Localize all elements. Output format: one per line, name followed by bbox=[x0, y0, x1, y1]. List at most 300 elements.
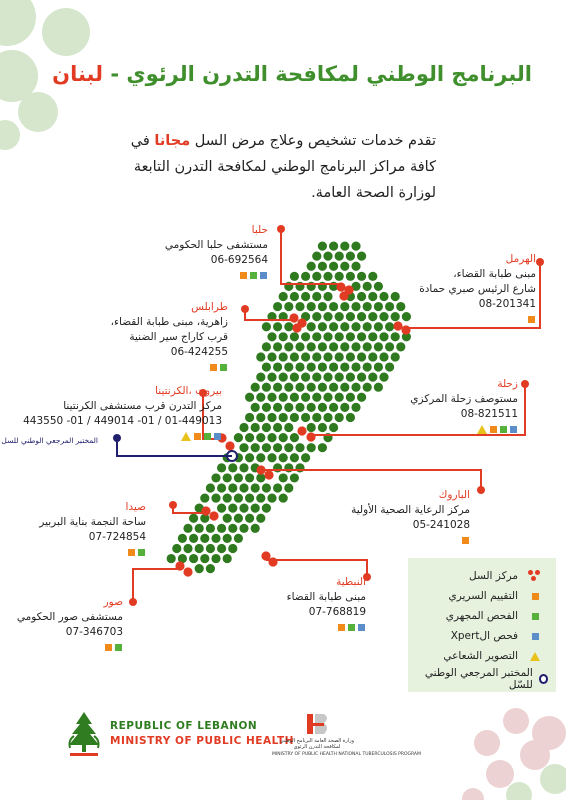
center-phone: 08-821511 bbox=[460, 408, 518, 420]
map-dot bbox=[307, 302, 316, 311]
legend-label: فحص الXpert bbox=[450, 630, 518, 642]
map-dot bbox=[335, 272, 344, 281]
tb-center-dots-icon bbox=[524, 570, 546, 582]
map-dot bbox=[290, 433, 299, 442]
map-dot bbox=[267, 453, 276, 462]
intro-free: مجانا bbox=[154, 133, 191, 149]
center-phone: 08-201341 bbox=[478, 298, 536, 310]
map-dot bbox=[301, 373, 310, 382]
map-dot bbox=[189, 554, 198, 563]
intro-part1: تقدم خدمات تشخيص وعلاج مرض السل bbox=[194, 133, 436, 149]
map-dot bbox=[217, 544, 226, 553]
map-dot bbox=[323, 252, 332, 261]
map-dot bbox=[223, 554, 232, 563]
map-dot bbox=[239, 443, 248, 452]
center-nabatieh bbox=[287, 575, 366, 635]
map-dot bbox=[346, 252, 355, 261]
map-dot bbox=[245, 514, 254, 523]
map-dot bbox=[273, 322, 282, 331]
map-dot bbox=[195, 524, 204, 533]
map-dot bbox=[357, 373, 366, 382]
map-dot bbox=[363, 322, 372, 331]
map-dot bbox=[301, 332, 310, 341]
map-dot bbox=[363, 302, 372, 311]
map-dot bbox=[335, 393, 344, 402]
map-dot bbox=[245, 453, 254, 462]
map-dot bbox=[284, 423, 293, 432]
map-dot bbox=[340, 241, 349, 250]
map-dot bbox=[295, 362, 304, 371]
center-name: حلبا bbox=[251, 224, 268, 236]
map-dot bbox=[284, 383, 293, 392]
map-dot bbox=[318, 241, 327, 250]
map-dot bbox=[234, 514, 243, 523]
map-dot bbox=[228, 544, 237, 553]
map-dot bbox=[200, 554, 209, 563]
map-dot bbox=[279, 433, 288, 442]
map-dot bbox=[363, 383, 372, 392]
map-dot bbox=[391, 332, 400, 341]
tb-center-dot bbox=[225, 441, 234, 450]
map-dot bbox=[379, 373, 388, 382]
map-dot bbox=[312, 352, 321, 361]
map-dot bbox=[239, 524, 248, 533]
map-dot bbox=[357, 352, 366, 361]
map-dot bbox=[267, 352, 276, 361]
center-address: مستشفى صور الحكومي bbox=[16, 611, 123, 623]
map-dot bbox=[290, 393, 299, 402]
map-dot bbox=[391, 352, 400, 361]
map-dot bbox=[318, 362, 327, 371]
map-dot bbox=[251, 403, 260, 412]
map-dot bbox=[402, 312, 411, 321]
map-dot bbox=[385, 322, 394, 331]
tb-center-dot bbox=[401, 325, 410, 334]
map-dot bbox=[217, 463, 226, 472]
map-dot bbox=[312, 252, 321, 261]
clinical-icon bbox=[128, 549, 135, 556]
map-dot bbox=[323, 352, 332, 361]
legend-item-xpert bbox=[416, 626, 546, 646]
map-dot bbox=[245, 393, 254, 402]
legend-label: الفحص المجهري bbox=[445, 610, 518, 622]
map-dot bbox=[301, 272, 310, 281]
map-dot bbox=[329, 262, 338, 271]
map-dot bbox=[351, 383, 360, 392]
map-dot bbox=[223, 514, 232, 523]
tb-center-dot bbox=[393, 321, 402, 330]
map-dot bbox=[351, 342, 360, 351]
map-dot bbox=[223, 493, 232, 502]
map-dot bbox=[273, 362, 282, 371]
map-dot bbox=[340, 322, 349, 331]
map-dot bbox=[206, 483, 215, 492]
map-dot bbox=[262, 322, 271, 331]
map-dot bbox=[301, 393, 310, 402]
center-name: بيروت ،الكرنتينا bbox=[155, 385, 222, 397]
map-dot bbox=[189, 514, 198, 523]
reference-lab-label bbox=[1, 433, 98, 448]
map-dot bbox=[357, 292, 366, 301]
center-address: مركز التدرن قرب مستشفى الكرنتينا bbox=[63, 400, 222, 412]
map-dot bbox=[335, 373, 344, 382]
xray-icon bbox=[181, 432, 191, 441]
map-dot bbox=[262, 383, 271, 392]
center-phone: 06-424255 bbox=[170, 346, 228, 358]
map-dot bbox=[351, 362, 360, 371]
legend-item-xray bbox=[416, 646, 546, 666]
map-dot bbox=[245, 433, 254, 442]
map-dot bbox=[295, 302, 304, 311]
center-address: مبنى طبابة القضاء bbox=[286, 591, 366, 603]
map-dot bbox=[368, 352, 377, 361]
center-hermel bbox=[419, 252, 536, 327]
map-dot bbox=[234, 433, 243, 442]
map-dot bbox=[206, 544, 215, 553]
lab-name: المختبر المرجعي الوطني للسل bbox=[1, 436, 98, 445]
map-dot bbox=[295, 383, 304, 392]
microscopy-icon bbox=[115, 644, 122, 651]
map-dot bbox=[256, 352, 265, 361]
map-dot bbox=[279, 493, 288, 502]
map-dot bbox=[223, 534, 232, 543]
map-dot bbox=[279, 393, 288, 402]
map-dot bbox=[267, 433, 276, 442]
map-dot bbox=[301, 292, 310, 301]
map-dot bbox=[262, 504, 271, 513]
leader-endpoint bbox=[129, 598, 137, 606]
map-dot bbox=[295, 403, 304, 412]
map-dot bbox=[279, 292, 288, 301]
leader-line bbox=[133, 569, 180, 602]
legend-item-tb-center bbox=[416, 566, 546, 586]
center-phone: 05-241028 bbox=[412, 519, 470, 531]
map-dot bbox=[346, 393, 355, 402]
clinical-icon bbox=[490, 426, 497, 433]
center-phone: 07-768819 bbox=[308, 606, 366, 618]
microscopy-icon bbox=[138, 549, 145, 556]
services-icons bbox=[111, 360, 228, 375]
legend-label: المختبر المرجعي الوطني للسّل bbox=[424, 667, 533, 691]
microscopy-icon bbox=[250, 272, 257, 279]
map-dot bbox=[312, 312, 321, 321]
services-icons bbox=[410, 422, 518, 437]
legend-label: التصوير الشعاعي bbox=[443, 650, 518, 662]
map-dot bbox=[307, 342, 316, 351]
map-dot bbox=[290, 473, 299, 482]
map-dot bbox=[363, 362, 372, 371]
xpert-icon bbox=[358, 624, 365, 631]
map-dot bbox=[346, 332, 355, 341]
title-country: لبنان bbox=[52, 62, 104, 86]
map-dot bbox=[357, 332, 366, 341]
map-dot bbox=[374, 282, 383, 291]
map-dot bbox=[284, 403, 293, 412]
map-dot bbox=[295, 463, 304, 472]
map-dot bbox=[374, 302, 383, 311]
map-dot bbox=[262, 362, 271, 371]
ntp-logo bbox=[272, 710, 421, 760]
map-dot bbox=[195, 564, 204, 573]
map-dot bbox=[385, 302, 394, 311]
map-dot bbox=[251, 383, 260, 392]
map-dot bbox=[363, 282, 372, 291]
map-dot bbox=[273, 463, 282, 472]
center-address: مركز الرعاية الصحية الأولية bbox=[351, 504, 470, 516]
map-dot bbox=[273, 302, 282, 311]
map-dot bbox=[239, 483, 248, 492]
map-dot bbox=[273, 403, 282, 412]
map-dot bbox=[267, 332, 276, 341]
map-dot bbox=[363, 342, 372, 351]
center-phone: 07-346703 bbox=[65, 626, 123, 638]
map-dot bbox=[312, 292, 321, 301]
microscopy-icon bbox=[524, 613, 546, 620]
services-icons bbox=[419, 312, 536, 327]
map-dot bbox=[262, 342, 271, 351]
map-dot bbox=[183, 544, 192, 553]
map-dot bbox=[374, 322, 383, 331]
map-dot bbox=[318, 342, 327, 351]
map-dot bbox=[329, 403, 338, 412]
map-dot bbox=[323, 312, 332, 321]
cedar-emblem-icon bbox=[64, 710, 104, 758]
map-dot bbox=[262, 443, 271, 452]
map-dot bbox=[211, 473, 220, 482]
clinical-icon bbox=[462, 537, 469, 544]
map-dot bbox=[290, 453, 299, 462]
map-dot bbox=[262, 423, 271, 432]
map-dot bbox=[206, 564, 215, 573]
map-dot bbox=[273, 483, 282, 492]
map-dot bbox=[295, 342, 304, 351]
map-dot bbox=[307, 403, 316, 412]
map-dot bbox=[323, 413, 332, 422]
clinical-icon bbox=[240, 272, 247, 279]
map-dot bbox=[183, 524, 192, 533]
clinical-icon bbox=[524, 593, 546, 600]
map-dot bbox=[335, 252, 344, 261]
map-dot bbox=[228, 524, 237, 533]
map-dot bbox=[351, 241, 360, 250]
leader-endpoint bbox=[169, 501, 177, 509]
tb-center-dot bbox=[209, 511, 218, 520]
map-dot bbox=[290, 413, 299, 422]
map-dot bbox=[391, 312, 400, 321]
map-dot bbox=[323, 373, 332, 382]
map-dot bbox=[379, 332, 388, 341]
center-address-2: شارع الرئيس صبري حمادة bbox=[419, 283, 536, 295]
leader-endpoint bbox=[521, 380, 529, 388]
map-dot bbox=[391, 292, 400, 301]
map-dot bbox=[217, 524, 226, 533]
legend-item-microscopy bbox=[416, 606, 546, 626]
center-address: مستشفى حلبا الحكومي bbox=[164, 239, 268, 251]
map-dot bbox=[318, 322, 327, 331]
map-dot bbox=[368, 312, 377, 321]
map-dot bbox=[267, 493, 276, 502]
xray-icon bbox=[477, 425, 487, 434]
center-phone: 01-449013 / 01- 449014 / 01- 443550 bbox=[23, 415, 222, 427]
center-name: طرابلس bbox=[191, 301, 228, 313]
intro-part2: في كافة مراكز البرنامج الوطني لمكافحة التدرن التابعة لوزارة الصحة العامة. bbox=[130, 133, 436, 201]
map-dot bbox=[290, 332, 299, 341]
map-dot bbox=[284, 342, 293, 351]
map-dot bbox=[284, 463, 293, 472]
map-dot bbox=[346, 272, 355, 281]
map-dot bbox=[346, 413, 355, 422]
services-icons bbox=[165, 268, 268, 283]
map-dot bbox=[239, 463, 248, 472]
map-dot bbox=[279, 373, 288, 382]
map-dot bbox=[262, 483, 271, 492]
map-dot bbox=[273, 443, 282, 452]
center-name: زحلة bbox=[497, 378, 518, 390]
map-dot bbox=[211, 534, 220, 543]
map-dot bbox=[312, 393, 321, 402]
services-icons bbox=[287, 620, 366, 635]
map-dot bbox=[357, 252, 366, 261]
map-dot bbox=[251, 483, 260, 492]
map-dot bbox=[284, 443, 293, 452]
map-dot bbox=[385, 362, 394, 371]
map-dot bbox=[301, 352, 310, 361]
map-dot bbox=[312, 413, 321, 422]
microscopy-icon bbox=[220, 364, 227, 371]
map-dot bbox=[195, 544, 204, 553]
clinical-icon bbox=[528, 316, 535, 323]
map-dot bbox=[307, 362, 316, 371]
map-dot bbox=[323, 292, 332, 301]
map-dot bbox=[307, 322, 316, 331]
map-dot bbox=[200, 534, 209, 543]
leader-endpoint bbox=[477, 486, 485, 494]
xpert-icon bbox=[214, 433, 221, 440]
map-dot bbox=[335, 352, 344, 361]
map-dot bbox=[234, 493, 243, 502]
tb-center-dot bbox=[264, 470, 273, 479]
center-address: مستوصف زحلة المركزي bbox=[410, 393, 518, 405]
map-dot bbox=[307, 443, 316, 452]
tb-center-dot bbox=[297, 426, 306, 435]
center-halba bbox=[165, 223, 268, 283]
xpert-icon bbox=[524, 633, 546, 640]
legend-item-clinical bbox=[416, 586, 546, 606]
map-dot bbox=[307, 262, 316, 271]
microscopy-icon bbox=[348, 624, 355, 631]
services-icons bbox=[17, 640, 123, 655]
map-dot bbox=[374, 362, 383, 371]
map-dot bbox=[340, 362, 349, 371]
map-dot bbox=[318, 302, 327, 311]
map-dot bbox=[335, 332, 344, 341]
map-dot bbox=[251, 504, 260, 513]
legend-label: مركز السل bbox=[469, 570, 518, 582]
map-dot bbox=[211, 554, 220, 563]
map-dot bbox=[318, 443, 327, 452]
map-dot bbox=[340, 302, 349, 311]
map-dot bbox=[217, 483, 226, 492]
tb-center-dot bbox=[268, 557, 277, 566]
map-dot bbox=[357, 272, 366, 281]
map-dot bbox=[312, 373, 321, 382]
map-dot bbox=[172, 544, 181, 553]
map-dot bbox=[273, 342, 282, 351]
tb-center-dot bbox=[292, 323, 301, 332]
map-dot bbox=[223, 473, 232, 482]
map-dot bbox=[284, 302, 293, 311]
clinical-icon bbox=[194, 433, 201, 440]
ministry-text: MINISTRY OF PUBLIC HEALTH bbox=[110, 735, 294, 747]
map-dot bbox=[267, 393, 276, 402]
map-dot bbox=[251, 524, 260, 533]
center-name: الباروك bbox=[438, 489, 470, 501]
map-dot bbox=[267, 373, 276, 382]
map-dot bbox=[312, 332, 321, 341]
center-zahle bbox=[410, 377, 518, 437]
map-dot bbox=[368, 292, 377, 301]
clinical-icon bbox=[338, 624, 345, 631]
legend-label: التقييم السريري bbox=[448, 590, 518, 602]
map-dot bbox=[379, 352, 388, 361]
xray-icon bbox=[524, 652, 546, 661]
center-address: مبنى طبابة القضاء، bbox=[453, 268, 536, 280]
map-dot bbox=[245, 413, 254, 422]
map-dot bbox=[239, 504, 248, 513]
map-dot bbox=[279, 453, 288, 462]
map-dot bbox=[357, 393, 366, 402]
map-dot bbox=[284, 362, 293, 371]
map-dot bbox=[329, 241, 338, 250]
xpert-icon bbox=[260, 272, 267, 279]
map-dot bbox=[396, 342, 405, 351]
map-dot bbox=[206, 524, 215, 533]
map-dot bbox=[284, 483, 293, 492]
map-dot bbox=[307, 383, 316, 392]
map-dot bbox=[290, 352, 299, 361]
clinical-icon bbox=[210, 364, 217, 371]
center-name: النبطية bbox=[336, 576, 366, 588]
map-dot bbox=[318, 423, 327, 432]
ministry-logo bbox=[64, 710, 294, 758]
center-phone: 06-692564 bbox=[210, 254, 268, 266]
map-dot bbox=[340, 342, 349, 351]
map-dot bbox=[290, 272, 299, 281]
title-main: البرنامج الوطني لمكافحة التدرن الرئوي - bbox=[110, 62, 532, 86]
map-dot bbox=[234, 473, 243, 482]
map-dot bbox=[340, 383, 349, 392]
tb-center-dot bbox=[289, 313, 298, 322]
map-dot bbox=[357, 312, 366, 321]
map-dot bbox=[329, 383, 338, 392]
map-dot bbox=[301, 413, 310, 422]
map-dot bbox=[323, 332, 332, 341]
map-dot bbox=[273, 423, 282, 432]
map-dot bbox=[256, 453, 265, 462]
map-dot bbox=[167, 554, 176, 563]
center-sour bbox=[17, 595, 123, 655]
map-dot bbox=[318, 403, 327, 412]
center-name: صور bbox=[103, 596, 123, 608]
leader-endpoint bbox=[241, 305, 249, 313]
center-name: صيدا bbox=[125, 501, 146, 513]
legend-reference-lab bbox=[408, 666, 556, 692]
map-dot bbox=[368, 373, 377, 382]
map-dot bbox=[251, 423, 260, 432]
map-dot bbox=[351, 262, 360, 271]
map-dot bbox=[189, 534, 198, 543]
map-dot bbox=[279, 473, 288, 482]
